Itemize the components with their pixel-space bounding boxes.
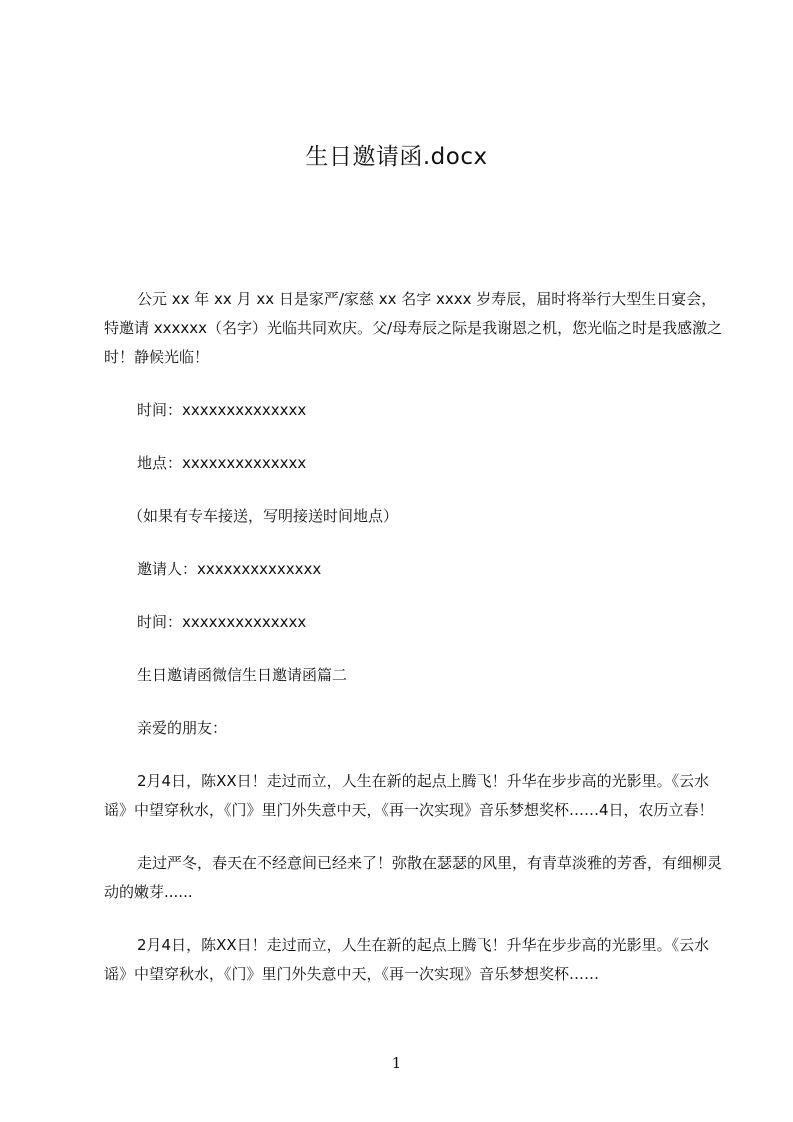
document-body (104, 285, 724, 989)
page-number: 1 (391, 1054, 402, 1072)
section-heading: 生日邀请函微信生日邀请函篇二 (137, 666, 348, 684)
birthday-paragraph: 2月4日，陈XX日！走过而立，人生在新的起点上腾飞！升华在步步高的光影里。《云水谣》中望穿秋水，《门》里门外失意中天，《再一次实现》音乐梦想奖杯……4日，农历立春！ (104, 772, 714, 819)
spring-paragraph: 走过严冬，春天在不经意间已经来了！弥散在瑟瑟的风里，有青草淡雅的芳香，有细柳灵动的嫩芽...... (104, 854, 723, 901)
invitation-paragraph: 公元 xx 年 xx 月 xx 日是家严/家慈 xx 名字 xxxx 岁寿辰，届时将举行大型生日宴会，特邀请 xxxxxx（名字）光临共同欢庆。父/母寿辰之际是我谢恩之机，您光临之时是我感激之时！静候光临！ (104, 290, 723, 366)
location-line: 地点：xxxxxxxxxxxxxx (137, 454, 307, 472)
transport-note: （如果有专车接送，写明接送时间地点） (128, 507, 399, 525)
birthday-paragraph-repeat: 2月4日，陈XX日！走过而立，人生在新的起点上腾飞！升华在步步高的光影里。《云水谣》中望穿秋水，《门》里门外失意中天，《再一次实现》音乐梦想奖杯…… (104, 936, 710, 983)
greeting-line: 亲爱的朋友： (137, 719, 228, 737)
time-line-second: 时间：xxxxxxxxxxxxxx (137, 613, 307, 631)
inviter-line: 邀请人：xxxxxxxxxxxxxx (137, 560, 322, 578)
time-line: 时间：xxxxxxxxxxxxxx (137, 401, 307, 419)
document-title: 生日邀请函.docx (305, 144, 488, 170)
